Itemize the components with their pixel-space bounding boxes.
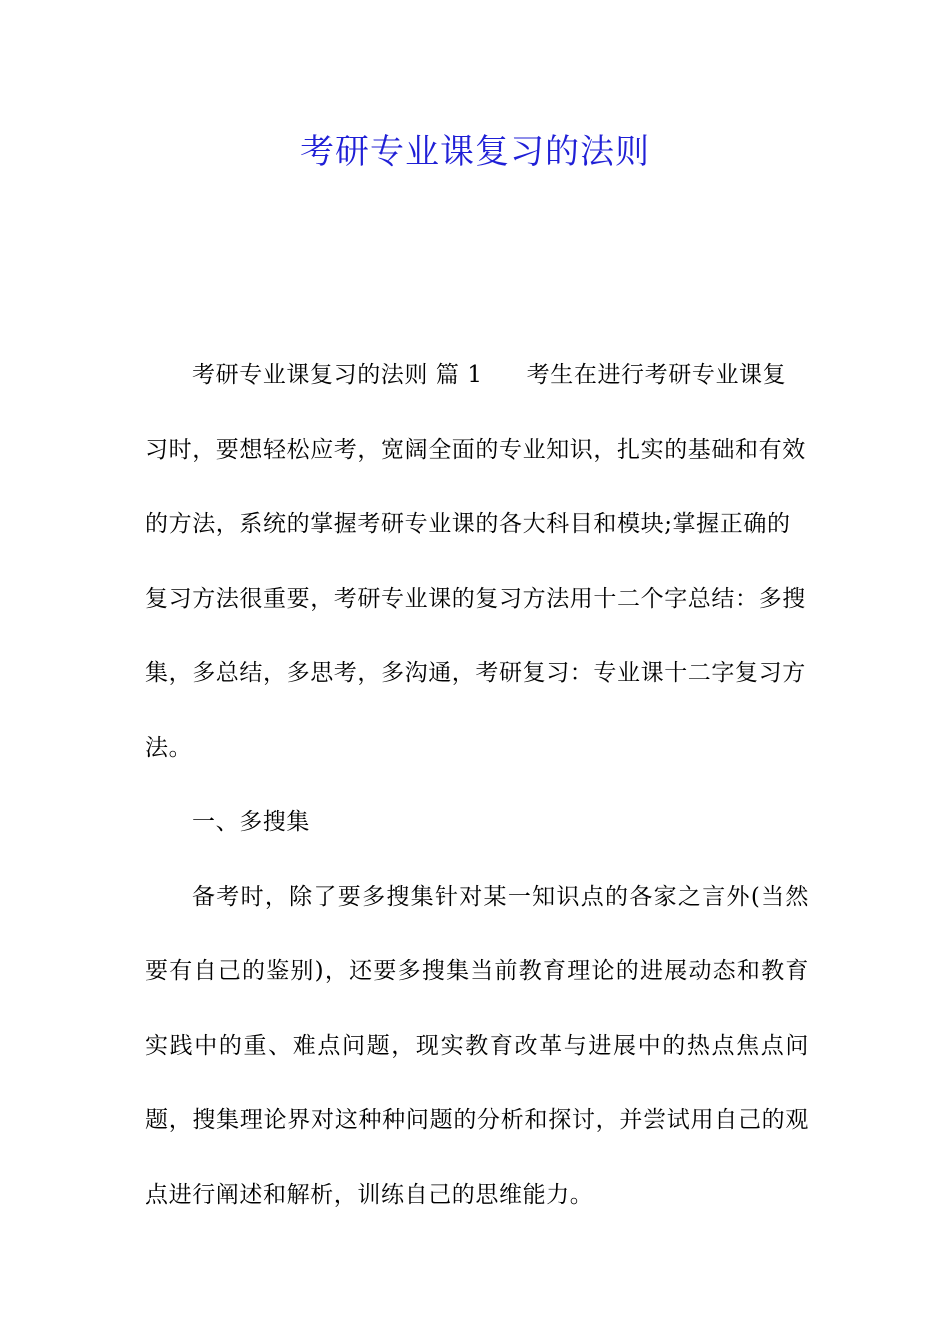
paragraph-text: 考生在进行考研专业课复习时，要想轻松应考，宽阔全面的专业知识，扎实的基础和有效的方法，系统的掌握考研专业课的各大科目和模块;掌握正确的复习方法很重要，考研专业课的复习方法用十二个字总结：多搜集，多总结，多思考，多沟通，考研复习：专业课十二字复习方法。 — [145, 362, 806, 761]
document-title: 考研专业课复习的法则 — [300, 132, 650, 172]
paragraph-intro — [145, 338, 809, 785]
document-body — [145, 338, 809, 1232]
section-heading: 一、多搜集 — [192, 809, 310, 835]
intro-heading: 考研专业课复习的法则 篇 1 — [192, 362, 483, 388]
paragraph-text: 备考时，除了要多搜集针对某一知识点的各家之言外(当然要有自己的鉴别)，还要多搜集当前教育理论的进展动态和教育实践中的重、难点问题，现实教育改革与进展中的热点焦点问题，搜集理论界对这种种问题的分析和探讨，并尝试用自己的观点进行阐述和解析，训练自己的思维能力。 — [145, 883, 809, 1208]
